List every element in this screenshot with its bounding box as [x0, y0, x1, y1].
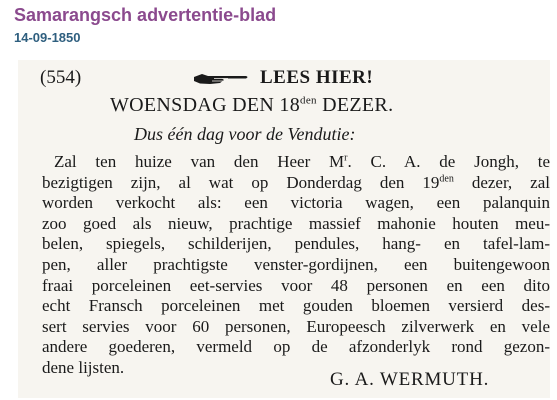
body-line: zoo goed als nieuw, prachtige massief mahonie houten meu- — [42, 213, 550, 233]
body-line: sert servies voor 60 personen, Europeesch zilverwerk en vele — [42, 316, 550, 336]
publication-date: 14-09-1850 — [14, 30, 81, 45]
body-line: bezigtigen zijn, al wat op Donderdag den $19^{den}$ dezer, zal — [42, 172, 550, 192]
pointing-hand-icon — [192, 72, 250, 86]
date-line: WOENSDAG DEN $18^{den}$ DEZER. — [110, 94, 394, 116]
ad-heading — [40, 66, 540, 92]
ad-headline: LEES HIER! — [260, 67, 374, 88]
ad-subheading: Dus één dag voor de Vendutie: — [134, 124, 356, 144]
ad-body — [42, 152, 550, 379]
page-header — [14, 4, 276, 46]
body-line: belen, spiegels, schilderijen, pendules, hang- en tafel-lam- — [42, 234, 550, 254]
body-line: worden verkocht als: een victoria wagen, een palanquin — [42, 193, 550, 213]
body-line: dene lijsten. — [42, 357, 125, 377]
newspaper-clipping — [18, 60, 550, 398]
newspaper-title: Samarangsch advertentie-blad — [14, 5, 277, 25]
body-line: pen, aller prachtigste venster-gordijnen, een buitengewoon — [42, 254, 550, 274]
body-line: fraai porceleinen eet-servies voor 48 personen en een dito — [42, 275, 550, 295]
body-line: andere goederen, vermeld op de afzonderlyk rond gezon- — [42, 337, 550, 357]
ad-signature: G. A. WERMUTH. — [330, 369, 490, 390]
body-line: Zal ten huize van den Heer $M^r$. C. A. de Jongh, te — [54, 152, 550, 171]
body-line: echt Fransch porceleinen met gouden bloemen versierd des- — [42, 296, 550, 316]
ad-number: (554) — [40, 67, 82, 88]
